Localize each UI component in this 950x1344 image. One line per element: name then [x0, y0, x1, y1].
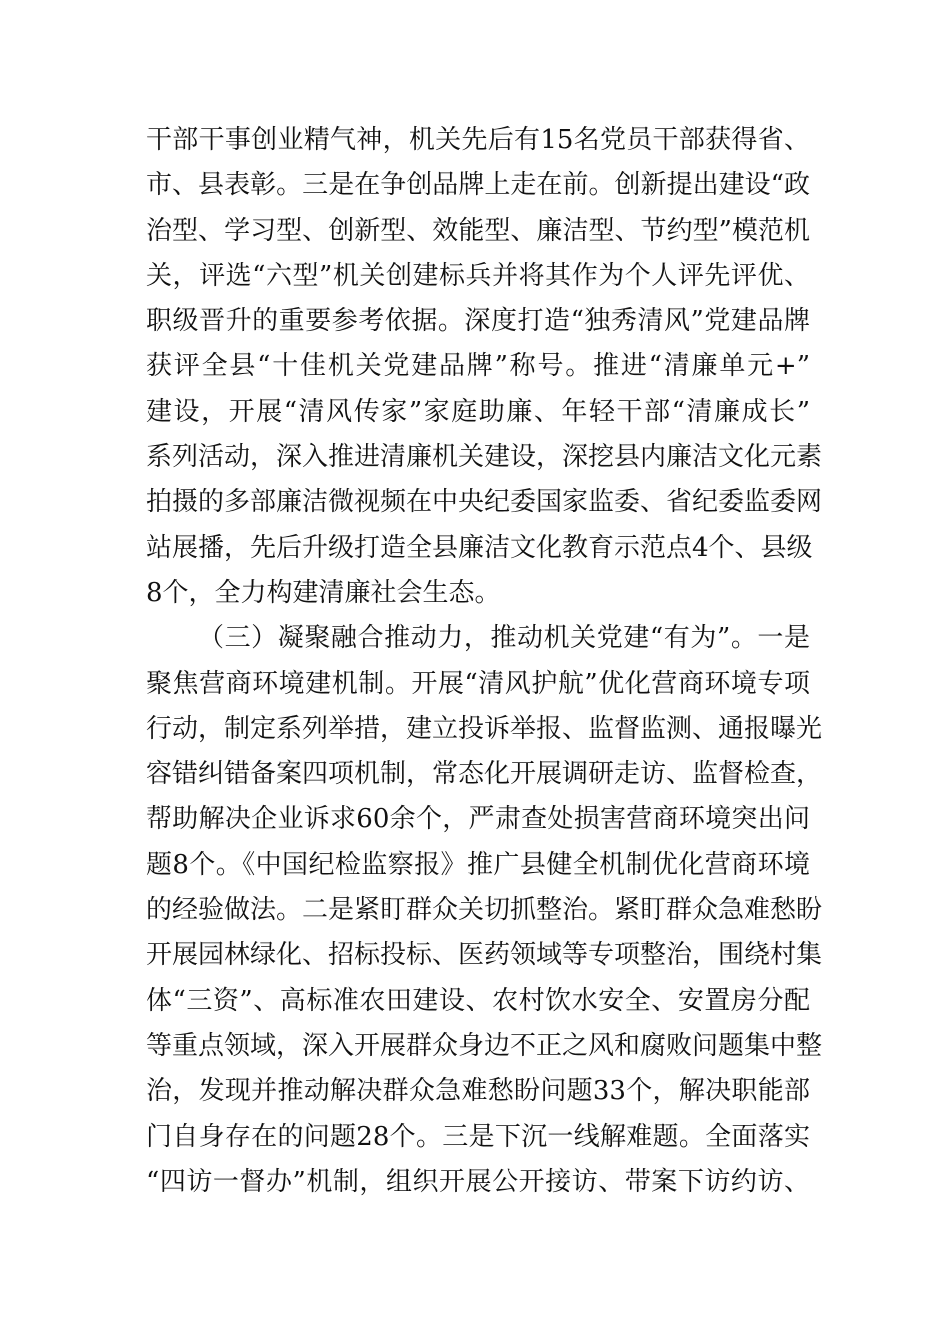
- text-line: 干部干事创业精气神，机关先后有15名党员干部获得省、: [146, 125, 810, 155]
- text-line: 题8个。《中国纪检监察报》推广县健全机制优化营商环境: [146, 849, 810, 880]
- text-line: 获评全县“十佳机关党建品牌”称号。推进“清廉单元+”: [146, 351, 810, 382]
- text-line: 体“三资”、高标准农田建设、农村饮水安全、安置房分配: [146, 985, 810, 1016]
- body-text: [146, 118, 823, 1205]
- text-line: 关，评选“六型”机关创建标兵并将其作为个人评先评优、: [146, 260, 810, 291]
- text-line: 系列活动，深入推进清廉机关建设，深挖县内廉洁文化元素: [146, 442, 823, 473]
- text-line: 拍摄的多部廉洁微视频在中央纪委国家监委、省纪委监委网: [146, 487, 823, 518]
- text-line: 开展园林绿化、招标投标、医药领域等专项整治，围绕村集: [146, 940, 823, 971]
- text-line: 建设，开展“清风传家”家庭助廉、年轻干部“清廉成长”: [146, 396, 810, 427]
- text-line: 容错纠错备案四项机制，常态化开展调研走访、监督检查，: [146, 759, 823, 790]
- text-line: 等重点领域，深入开展群众身边不正之风和腐败问题集中整: [146, 1030, 823, 1061]
- text-line: 治型、学习型、创新型、效能型、廉洁型、节约型”模范机: [146, 215, 810, 246]
- text-line: 聚焦营商环境建机制。开展“清风护航”优化营商环境专项: [146, 668, 810, 699]
- text-line: 职级晋升的重要参考依据。深度打造“独秀清风”党建品牌: [146, 306, 810, 337]
- paragraph-end-line: 8个，全力构建清廉社会生态。: [146, 577, 501, 608]
- text-line: 站展播，先后升级打造全县廉洁文化教育示范点4个、县级: [146, 532, 813, 563]
- text-line: 市、县表彰。三是在争创品牌上走在前。创新提出建设“政: [146, 170, 810, 201]
- text-line: 的经验做法。二是紧盯群众关切抓整治。紧盯群众急难愁盼: [146, 895, 823, 926]
- text-line: 治，发现并推动解决群众急难愁盼问题33个，解决职能部: [146, 1076, 810, 1107]
- text-line: 帮助解决企业诉求60余个，严肃查处损害营商环境突出问: [146, 804, 810, 835]
- section-heading-line: （三）凝聚融合推动力，推动机关党建“有为”。一是: [198, 623, 810, 654]
- text-line: “四访一督办”机制，组织开展公开接访、带案下访约访、: [146, 1166, 810, 1197]
- text-line: 门自身存在的问题28个。三是下沉一线解难题。全面落实: [146, 1121, 810, 1152]
- text-line: 行动，制定系列举措，建立投诉举报、监督监测、通报曝光: [146, 713, 823, 744]
